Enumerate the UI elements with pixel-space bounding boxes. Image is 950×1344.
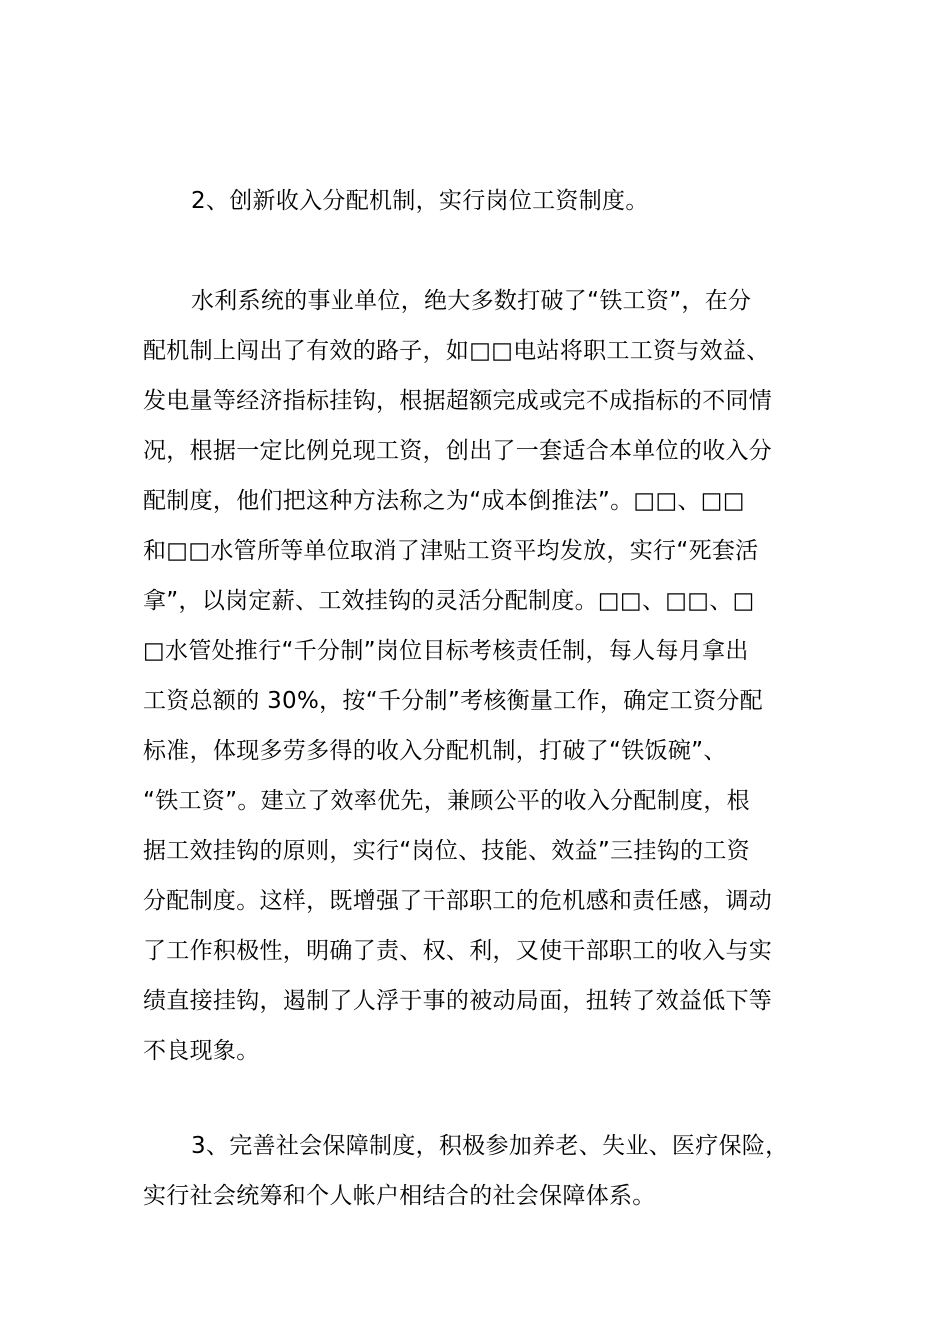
text-line: 和□□水管所等单位取消了津贴工资平均发放，实行“死套活 (143, 538, 759, 564)
text-line: 配机制上闯出了有效的路子，如□□电站将职工工资与效益、 (143, 338, 770, 364)
text-line: □水管处推行“千分制”岗位目标考核责任制，每人每月拿出 (143, 638, 749, 664)
text-line: 不良现象。 (143, 1038, 260, 1064)
text-line: 分配制度。这样，既增强了干部职工的危机感和责任感，调动 (143, 888, 773, 914)
paragraph-heading-3 (143, 1121, 813, 1221)
text-line: 2、创新收入分配机制，实行岗位工资制度。 (191, 188, 649, 214)
text-line: 绩直接挂钩，遏制了人浮于事的被动局面，扭转了效益低下等 (143, 988, 773, 1014)
text-line: 了工作积极性，明确了责、权、利，又使干部职工的收入与实 (143, 938, 773, 964)
text-line: 发电量等经济指标挂钩，根据超额完成或完不成指标的不同情 (143, 388, 773, 414)
text-line: 标准，体现多劳多得的收入分配机制，打破了“铁饭碗”、 (143, 738, 727, 764)
paragraph-heading-2 (143, 176, 813, 226)
text-line: 据工效挂钩的原则，实行“岗位、技能、效益”三挂钩的工资 (143, 838, 750, 864)
text-line: 水利系统的事业单位，绝大多数打破了“铁工资”，在分 (191, 288, 752, 314)
paragraph-body (143, 276, 813, 1076)
text-line: 工资总额的 30%，按“千分制”考核衡量工作，确定工资分配 (143, 688, 763, 714)
text-line: 实行社会统筹和个人帐户相结合的社会保障体系。 (143, 1183, 656, 1209)
text-line: 拿”，以岗定薪、工效挂钩的灵活分配制度。□□、□□、□ (143, 588, 755, 614)
text-line: 配制度，他们把这种方法称之为“成本倒推法”。□□、□□ (143, 488, 745, 514)
text-line: 况，根据一定比例兑现工资，创出了一套适合本单位的收入分 (143, 438, 773, 464)
text-line: “铁工资”。建立了效率优先，兼顾公平的收入分配制度，根 (143, 788, 750, 814)
text-line: 3、完善社会保障制度，积极参加养老、失业、医疗保险， (191, 1133, 789, 1159)
